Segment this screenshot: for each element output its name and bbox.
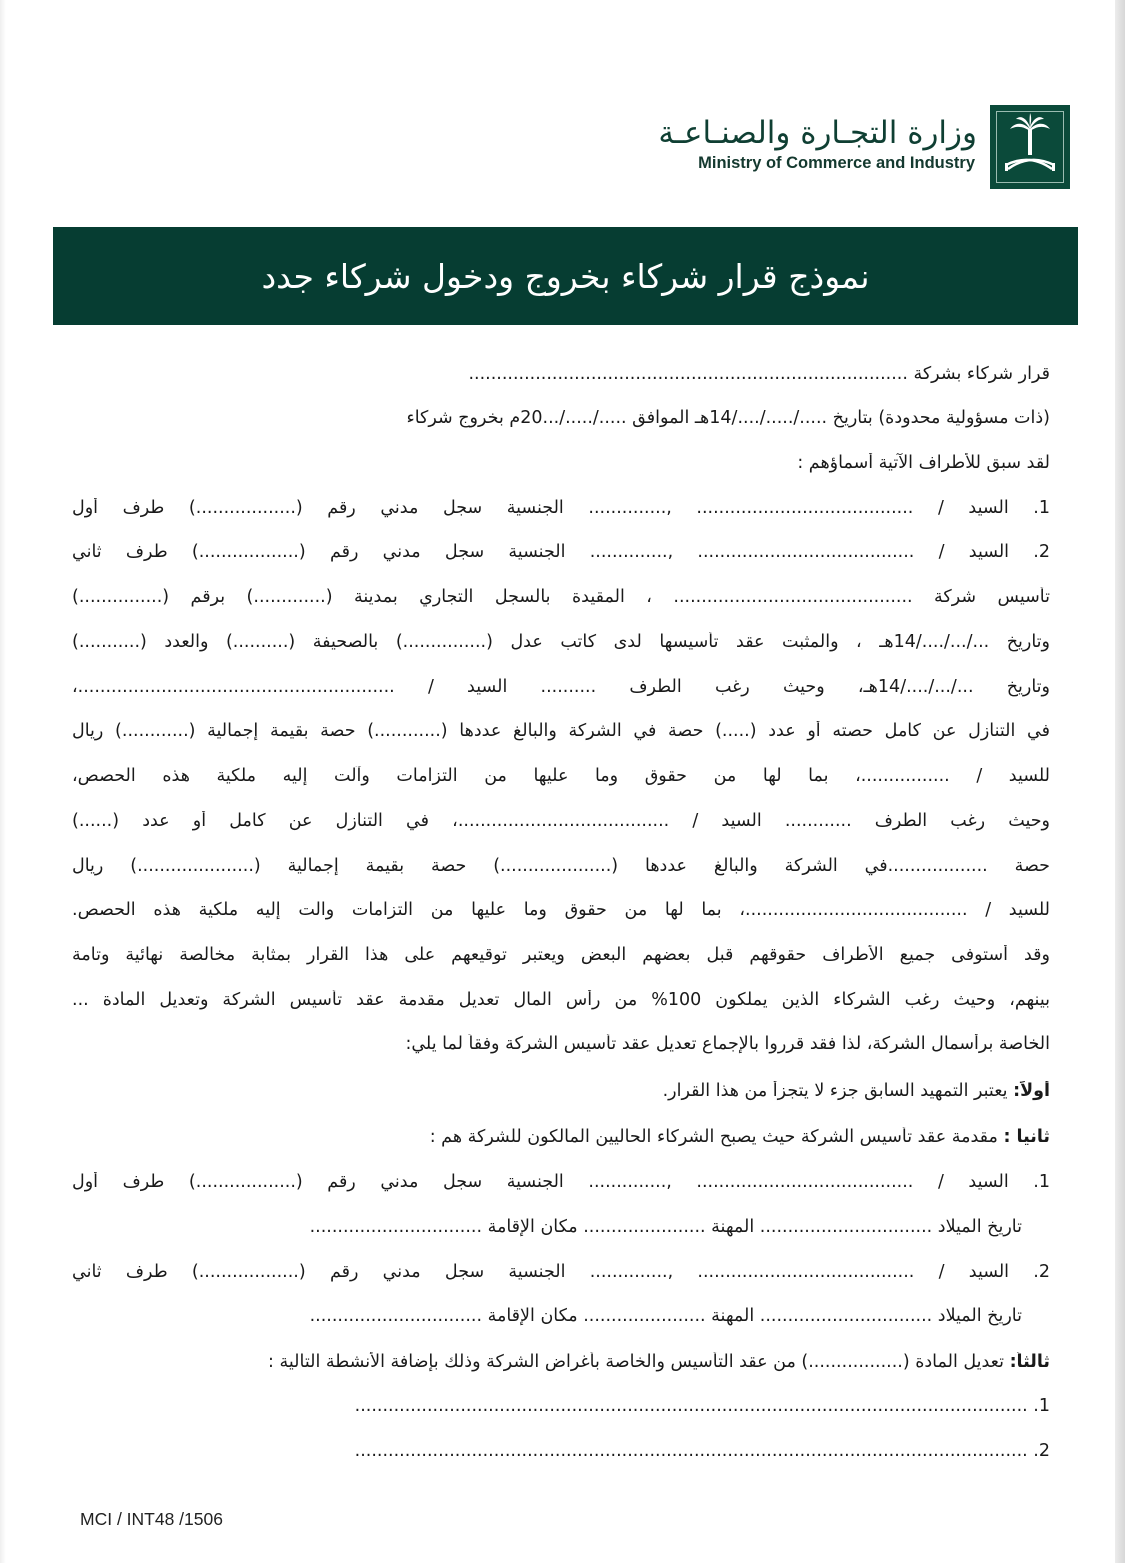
form-line: 1. السيد / ....................................... ,.............. الجنسية سجل مدني رقم (..................) طرف أول xyxy=(72,1172,1050,1192)
activity-line-2: 2. ......................................................................................................................... xyxy=(354,1441,1050,1461)
clause-first-text: يعتبر التمهيد السابق جزء لا يتجزأ من هذا القرار. xyxy=(662,1081,1014,1101)
page-edge-left xyxy=(0,0,6,1563)
form-code: MCI / INT48 /1506 xyxy=(80,1509,223,1529)
form-line: وتاريخ .../.../..../14هـ، وحيث رغب الطرف .......... السيد / .........................................................، xyxy=(72,677,1050,697)
clause-first-label: أولاً: xyxy=(1013,1081,1050,1101)
form-line: للسيد / ................، بما لها من حقوق وما عليها من التزامات وآلت إليه ملكية هذه الحصص، xyxy=(72,766,1050,786)
ministry-name-arabic: وزارة التجـارة والصنـاعـة xyxy=(658,115,977,151)
clause-third xyxy=(72,1352,1050,1372)
form-line: حصة ..................في الشركة والبالغ عددها (....................) حصة بقيمة إجمالية (.....................) ريال xyxy=(72,856,1050,876)
saudi-emblem-icon xyxy=(992,107,1068,187)
form-line: الخاصة برأسمال الشركة، لذا فقد قرروا بالإجماع تعديل عقد تأسيس الشركة وفقاً لما يلي: xyxy=(405,1034,1050,1054)
ministry-logo xyxy=(990,105,1070,189)
clause-third-text: تعديل المادة (.................) من عقد التأسيس والخاصة بأغراض الشركة وذلك بإضافة الأنشطة التالية : xyxy=(268,1352,1010,1372)
form-line: تاريخ الميلاد ............................... المهنة ...................... مكان الإقامة ............................... xyxy=(309,1217,1022,1237)
clause-second-text: مقدمة عقد تأسيس الشركة حيث يصبح الشركاء الحاليين المالكون للشركة هم : xyxy=(429,1127,1004,1147)
clause-second-label: ثانيا : xyxy=(1003,1127,1050,1147)
clause-first xyxy=(72,1081,1050,1101)
form-line: تاريخ الميلاد ............................... المهنة ...................... مكان الإقامة ............................... xyxy=(309,1306,1022,1326)
form-line: وقد أستوفى جميع الأطراف حقوقهم قبل بعضهم البعض ويعتبر توقيعهم على هذا القرار بمثابة مخالصة نهائية وتامة xyxy=(72,945,1050,965)
form-line: بينهم، وحيث رغب الشركاء الذين يملكون 100% من رأس المال تعديل مقدمة عقد تأسيس الشركة وتعديل المادة ... xyxy=(72,990,1050,1010)
ministry-name-english: Ministry of Commerce and Industry xyxy=(698,154,975,172)
clause-second xyxy=(72,1127,1050,1147)
form-line: 2. السيد / ....................................... ,.............. الجنسية سجل مدني رقم (..................) طرف ثاني xyxy=(72,1262,1050,1282)
form-line: وتاريخ .../.../..../14هـ ، والمثبت عقد تأسيسها لدى كاتب عدل (...............) بالصحيفة (..........) والعدد (...........) xyxy=(72,632,1050,652)
form-line: وحيث رغب الطرف ............ السيد / ......................................، في التنازل عن كامل أو عدد (......) xyxy=(72,811,1050,831)
activity-line-1: 1. ......................................................................................................................... xyxy=(354,1396,1050,1416)
form-line: 1. السيد / ....................................... ,.............. الجنسية سجل مدني رقم (..................) طرف أول xyxy=(72,498,1050,518)
form-line: قرار شركاء بشركة ............................................................................... xyxy=(468,364,1050,384)
clause-third-label: ثالثاً: xyxy=(1009,1352,1050,1372)
form-line: للسيد / ........................................، بما لها من حقوق وما عليها من التزامات والت إليه ملكية هذه الحصص. xyxy=(72,900,1050,920)
form-line: تأسيس شركة ........................................... ، المقيدة بالسجل التجاري بمدينة (.............) برقم (...............) xyxy=(72,587,1050,607)
form-line: 2. السيد / ....................................... ,.............. الجنسية سجل مدني رقم (..................) طرف ثاني xyxy=(72,542,1050,562)
form-line: (ذات مسؤولية محدودة) بتاريخ ...../...../..../14هـ الموافق ...../...../...20م بخروج شركاء xyxy=(406,408,1050,428)
form-line: في التنازل عن كامل حصته أو عدد (.....) حصة في الشركة والبالغ عددها (............) حصة بقيمة إجمالية (............) ريال xyxy=(72,721,1050,741)
form-title: نموذج قرار شركاء بخروج ودخول شركاء جدد xyxy=(261,256,870,296)
page-edge-right xyxy=(1115,0,1125,1563)
form-line: لقد سبق للأطراف الآتية أسماؤهم : xyxy=(797,453,1050,473)
title-banner xyxy=(53,227,1078,325)
